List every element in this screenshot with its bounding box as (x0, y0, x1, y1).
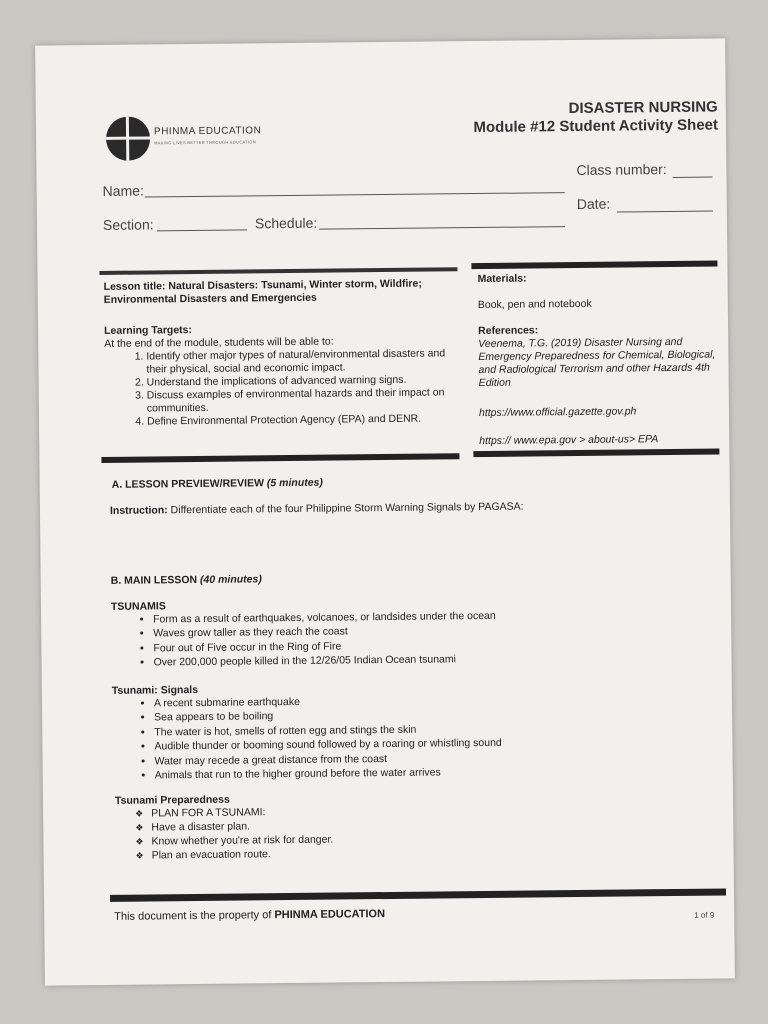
list-item: 1. Identify other major types of natural/environmental disasters and their physical, social and economic impact. (146, 347, 456, 376)
schedule-label: Schedule: (254, 214, 318, 232)
class-number-field[interactable] (673, 177, 713, 178)
section-a-heading (112, 477, 323, 492)
section-a-title: A. LESSON PREVIEW/REVIEW (111, 477, 265, 491)
learning-targets-list (104, 347, 457, 429)
list-item: ❖ Plan an evacuation route. (136, 844, 536, 862)
section-b-heading (111, 573, 262, 588)
name-label: Name: (102, 182, 144, 199)
list-item: ❖ Have a disaster plan. (135, 816, 535, 834)
date-label: Date: (576, 195, 611, 212)
lesson-top-bar (99, 267, 457, 275)
signals-list (112, 690, 735, 783)
list-item: ❖ PLAN FOR A TSUNAMI: (135, 802, 535, 820)
list-item: • Audible thunder or booming sound followed by a roaring or whistling sound (154, 734, 734, 754)
materials-bottom-bar (473, 448, 719, 457)
section-a-time: (5 minutes) (266, 476, 323, 490)
footer-brand: PHINMA EDUCATION (274, 908, 386, 922)
lesson-bottom-bar (101, 453, 459, 463)
footer-property-text: This document is the property of (114, 909, 272, 923)
list-item: ❖ Know whether you're at risk for danger. (135, 830, 535, 848)
preparedness-heading: Tsunami Preparedness (114, 793, 230, 807)
list-item: • Water may recede a great distance from the coast (155, 748, 735, 768)
date-field[interactable] (617, 211, 713, 213)
phinma-logo-icon (106, 116, 150, 160)
references-heading: References: (478, 324, 539, 338)
course-title: DISASTER NURSING (568, 98, 718, 118)
footer-text (114, 908, 385, 923)
list-item: • Over 200,000 people killed in the 12/26/05 Indian Ocean tsunami (153, 650, 713, 670)
activity-sheet-page (35, 38, 735, 985)
section-field[interactable] (157, 229, 247, 231)
class-number-label: Class number: (576, 161, 667, 178)
reference-link-epa[interactable]: https:// www.epa.gov > about-us> EPA (479, 433, 659, 448)
brand-name: PHINMA EDUCATION (153, 125, 262, 138)
page-number: 1 of 9 (694, 910, 715, 920)
tsunamis-list (111, 607, 714, 671)
list-item: • Sea appears to be boiling (154, 705, 734, 725)
list-item: • Animals that run to the higher ground before the water arrives (155, 762, 735, 782)
targets-heading: Learning Targets: (104, 324, 193, 337)
section-b-title: B. MAIN LESSON (110, 573, 198, 587)
instruction-label: Instruction: (109, 504, 168, 517)
reference-text: Veenema, T.G. (2019) Disaster Nursing and Emergency Preparedness for Chemical, Biological, and Radiological Terrorism and other Hazards 4th Edition (478, 335, 716, 390)
section-label: Section: (102, 216, 154, 233)
reference-link-gazette[interactable]: https://www.official.gazette.gov.ph (478, 405, 637, 420)
signals-heading: Tsunami: Signals (111, 683, 199, 697)
tsunamis-heading: TSUNAMIS (110, 600, 166, 613)
section-b-time: (40 minutes) (199, 573, 262, 586)
footer-bar (110, 888, 726, 901)
lesson-title: Lesson title: Natural Disasters: Tsunami, Winter storm, Wildfire; Environmental Disasters and Emergencies (103, 277, 422, 306)
list-item: 4. Define Environmental Protection Agency (EPA) and DENR. (147, 412, 457, 428)
targets-intro: At the end of the module, students will be able to: (104, 335, 334, 350)
materials-heading: Materials: (477, 272, 527, 286)
section-a-instruction (110, 499, 710, 518)
list-item: • Four out of Five occur in the Ring of Fire (153, 635, 713, 655)
materials-text: Book, pen and notebook (477, 297, 592, 312)
list-item: • Form as a result of earthquakes, volcanoes, or landsides under the ocean (153, 607, 713, 627)
list-item: 3. Discuss examples of environmental hazards and their impact on communities. (147, 386, 457, 415)
instruction-text: Differentiate each of the four Philippine Storm Warning Signals by PAGASA: (170, 500, 524, 517)
list-item: 2. Understand the implications of advanced warning signs. (147, 373, 457, 389)
list-item: • The water is hot, smells of rotten egg and stings the skin (154, 719, 734, 739)
name-field[interactable] (145, 192, 565, 197)
schedule-field[interactable] (319, 226, 565, 230)
materials-top-bar (471, 261, 717, 270)
list-item: • A recent submarine earthquake (154, 690, 734, 710)
brand-tagline: MAKING LIVES BETTER THROUGH EDUCATION (154, 139, 257, 146)
preparedness-list (115, 802, 536, 862)
module-title: Module #12 Student Activity Sheet (473, 116, 719, 137)
list-item: • Waves grow taller as they reach the coast (153, 621, 713, 641)
